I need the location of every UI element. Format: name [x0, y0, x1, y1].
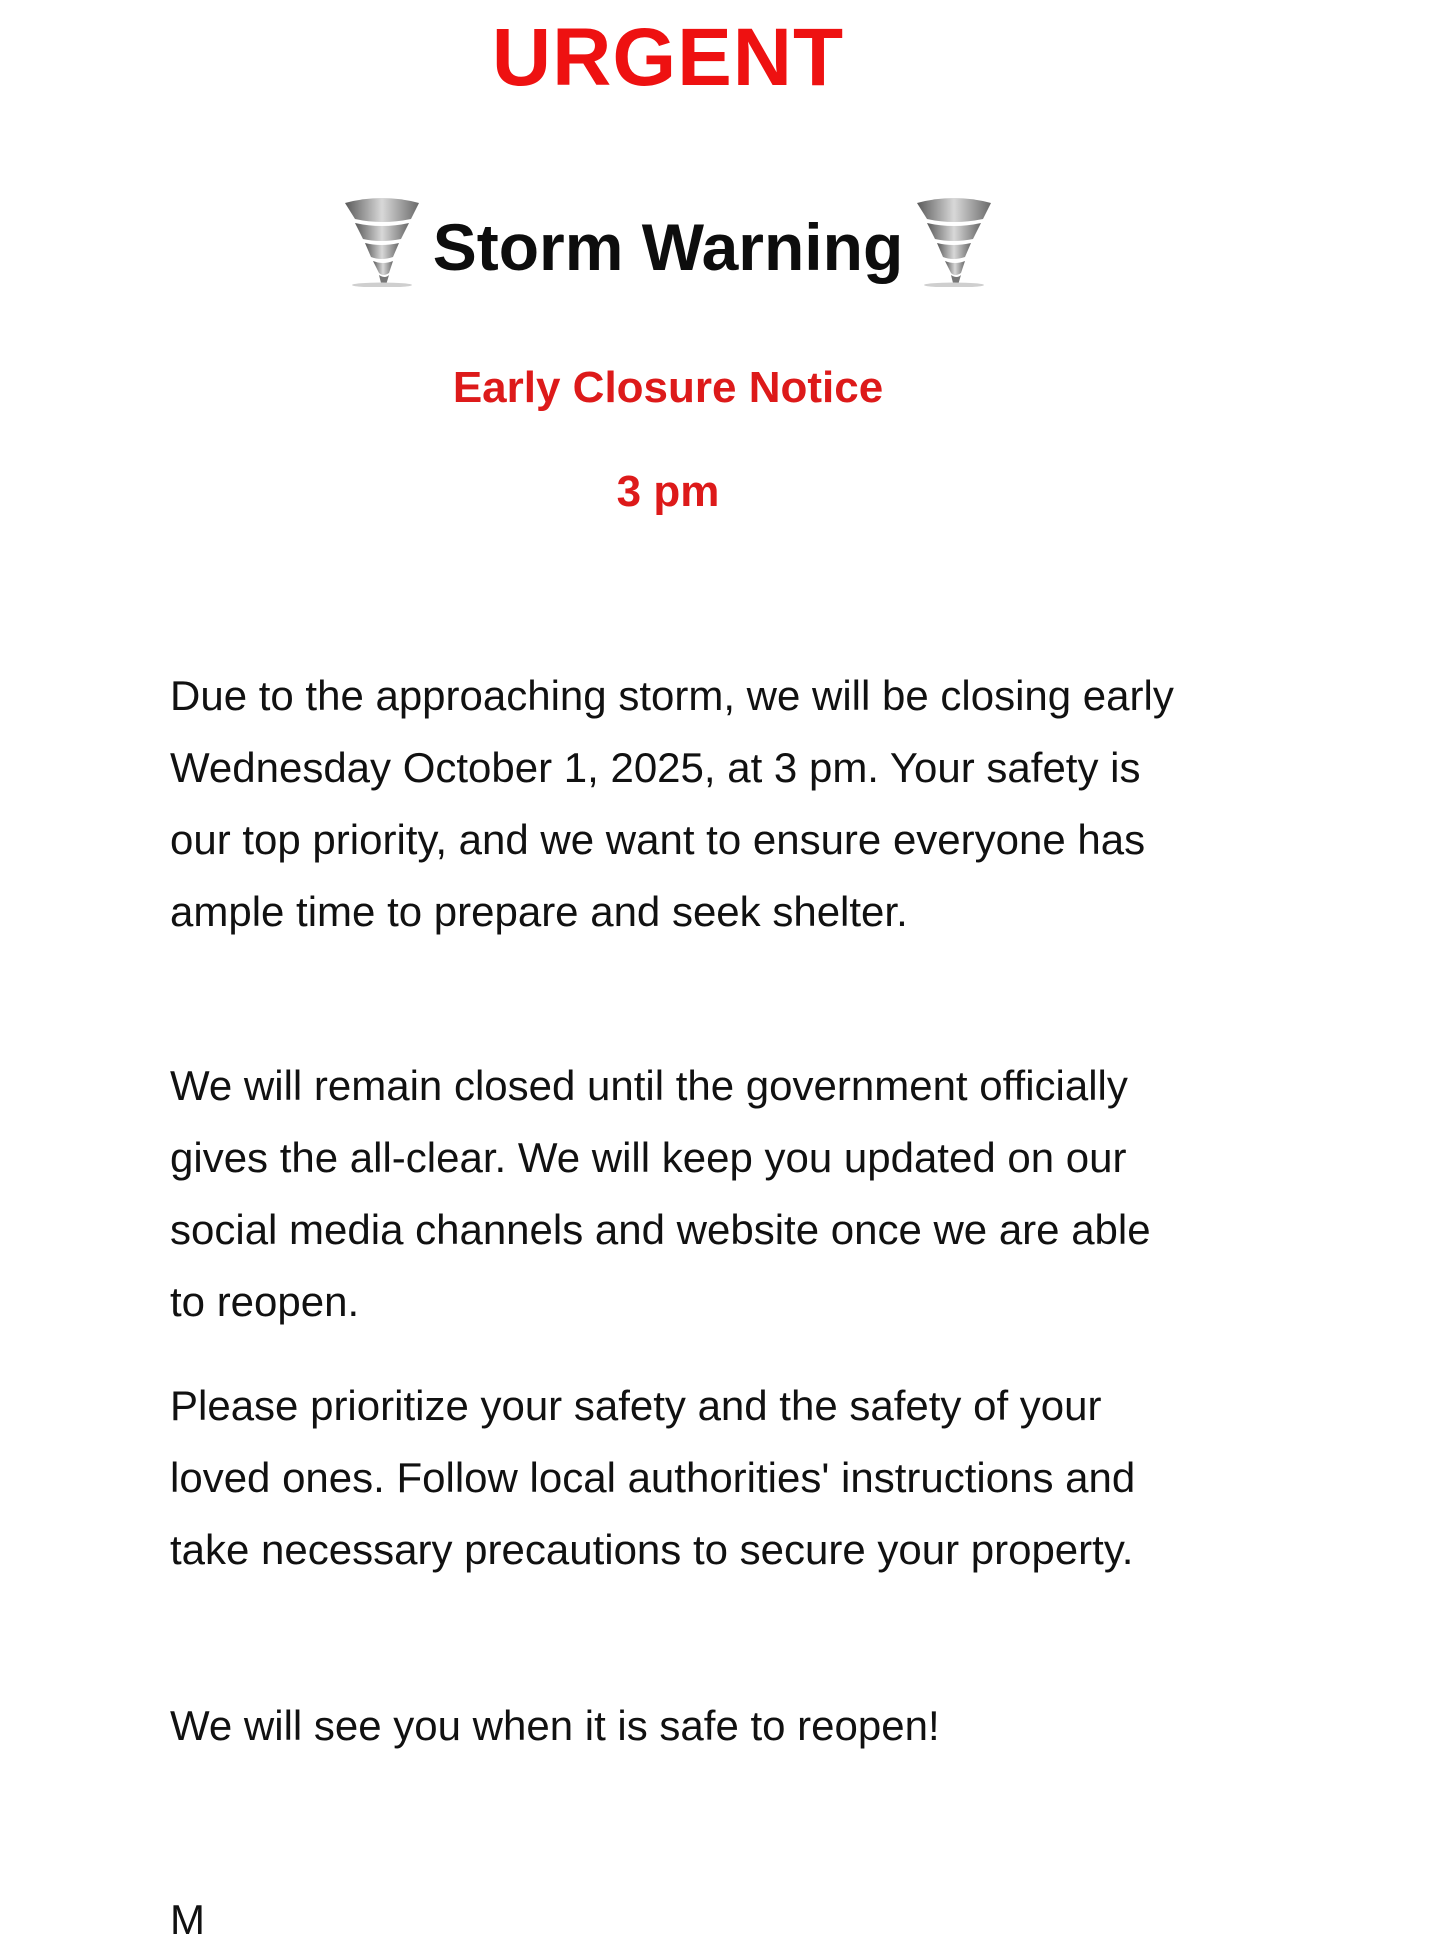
tornado-icon: [913, 195, 995, 287]
notice-paragraph: We will see you when it is safe to reopen!: [170, 1702, 940, 1749]
notice-paragraph: Due to the approaching storm, we will be closing early Wednesday October 1, 2025, at 3 pm. Your safety is our top priority, and we want to ensure everyone has ample time to prepare and seek shelter.: [170, 672, 1174, 935]
tornado-icon: [341, 195, 423, 287]
urgent-heading: URGENT: [491, 12, 845, 103]
storm-warning-row: [0, 186, 1336, 296]
notice-paragraph: Please prioritize your safety and the safety of your loved ones. Follow local authorities' instructions and take necessary precautions to secure your property.: [170, 1382, 1136, 1573]
notice-paragraph: We will remain closed until the government officially gives the all-clear. We will keep you updated on our social media channels and website once we are able to reopen.: [170, 1062, 1151, 1325]
cutoff-text-line: M: [170, 1896, 205, 1943]
closing-time: 3 pm: [616, 467, 720, 516]
early-closure-subtitle: Early Closure Notice: [452, 363, 884, 412]
storm-warning-title: Storm Warning: [432, 210, 904, 284]
